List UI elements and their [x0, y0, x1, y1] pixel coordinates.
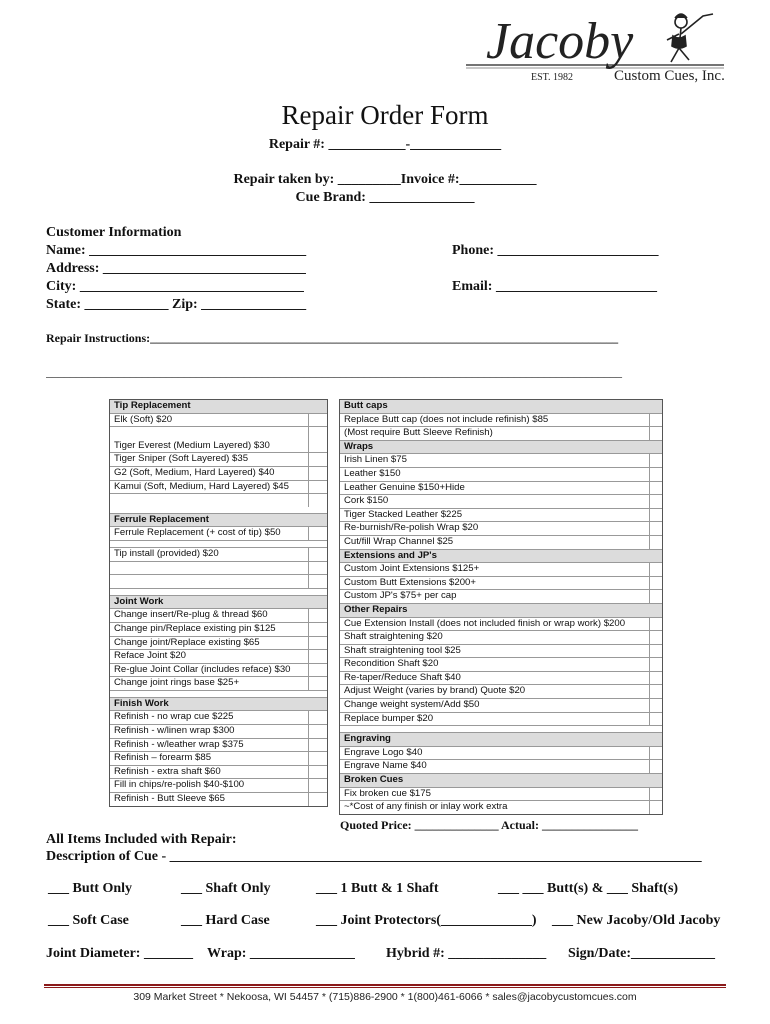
shaft-only-check[interactable]: ___ Shaft Only [181, 881, 271, 896]
item-checkbox[interactable] [308, 779, 327, 792]
right-item [340, 482, 662, 496]
right-item [340, 522, 662, 536]
item-label: Reface Joint $20 [114, 650, 186, 662]
item-checkbox[interactable] [308, 575, 327, 588]
item-checkbox[interactable] [308, 414, 327, 427]
right-section-header [340, 550, 662, 564]
item-checkbox[interactable] [308, 623, 327, 636]
phone-field[interactable]: Phone: _______________________ [452, 243, 659, 258]
item-label: Recondition Shaft $20 [344, 658, 439, 670]
left-item [110, 414, 327, 428]
item-checkbox[interactable] [308, 494, 327, 507]
right-item [340, 699, 662, 713]
right-item [340, 468, 662, 482]
item-checkbox[interactable] [649, 482, 662, 495]
item-checkbox[interactable] [649, 536, 662, 549]
item-checkbox[interactable] [308, 609, 327, 622]
left-section-header [110, 596, 327, 610]
left-item [110, 467, 327, 481]
left-item [110, 637, 327, 651]
item-checkbox[interactable] [308, 453, 327, 466]
section-title: Engraving [344, 733, 391, 745]
left-item [110, 650, 327, 664]
hybrid-field[interactable]: Hybrid #: ______________ [386, 946, 547, 961]
name-field[interactable]: Name: _______________________________ [46, 243, 307, 258]
item-checkbox[interactable] [308, 637, 327, 650]
left-spacer [110, 541, 327, 548]
item-label: Irish Linen $75 [344, 454, 407, 466]
item-checkbox[interactable] [649, 468, 662, 481]
item-checkbox[interactable] [308, 548, 327, 561]
left-section-header [110, 698, 327, 712]
item-checkbox[interactable] [649, 522, 662, 535]
logo-company: Custom Cues, Inc. [614, 68, 725, 84]
item-label: Custom Joint Extensions $125+ [344, 563, 480, 575]
section-title: Butt caps [344, 400, 388, 411]
sign-date-field[interactable]: Sign/Date:____________ [568, 946, 715, 961]
left-item [110, 481, 327, 495]
item-checkbox[interactable] [649, 577, 662, 590]
butts-shafts-count-check[interactable]: ___ ___ Butt(s) & ___ Shaft(s) [498, 881, 679, 896]
right-item [340, 454, 662, 468]
new-old-jacoby-check[interactable]: ___ New Jacoby/Old Jacoby [552, 913, 721, 928]
left-item [110, 440, 327, 454]
right-item [340, 645, 662, 659]
item-checkbox[interactable] [308, 711, 327, 724]
right-item [340, 563, 662, 577]
left-item [110, 527, 327, 541]
right-item [340, 713, 662, 727]
item-label: Tiger Sniper (Soft Layered) $35 [114, 453, 249, 465]
item-label: Refinish - w/linen wrap $300 [114, 725, 235, 737]
item-checkbox[interactable] [649, 645, 662, 658]
item-label: Elk (Soft) $20 [114, 413, 173, 425]
left-spacer [110, 589, 327, 596]
item-label: Change joint rings base $25+ [114, 677, 240, 689]
left-section-header [110, 514, 327, 528]
right-item [340, 672, 662, 686]
quoted-price-field[interactable]: Quoted Price: ______________ Actual: ________________ [340, 818, 638, 832]
right-item [340, 618, 662, 632]
item-checkbox[interactable] [308, 677, 327, 690]
left-item [110, 793, 327, 806]
item-label: Cut/fill Wrap Channel $25 [344, 535, 454, 547]
address-field[interactable]: Address: _____________________________ [46, 261, 306, 276]
item-checkbox[interactable] [308, 752, 327, 765]
section-title: Tip Replacement [114, 400, 191, 411]
item-checkbox[interactable] [649, 658, 662, 671]
left-item [110, 664, 327, 678]
left-item [110, 453, 327, 467]
joint-diameter-field[interactable]: Joint Diameter: _______ [46, 946, 193, 961]
item-checkbox[interactable] [308, 766, 327, 779]
left-item [110, 725, 327, 739]
item-label: Tiger Everest (Medium Layered) $30 [114, 439, 270, 451]
item-label: Replace Butt cap (does not include refinish) $85 [344, 413, 549, 425]
repair-instructions-field[interactable]: Repair Instructions:______________________________________________________________________________ [46, 331, 619, 345]
item-label: Cue Extension Install (does not included finish or wrap work) $200 [344, 617, 626, 629]
item-checkbox[interactable] [649, 563, 662, 576]
item-label: Replace bumper $20 [344, 712, 434, 724]
item-checkbox[interactable] [649, 699, 662, 712]
item-label: Tip install (provided) $20 [114, 547, 219, 559]
right-section-header [340, 441, 662, 455]
item-checkbox[interactable] [649, 509, 662, 522]
item-checkbox[interactable] [308, 427, 327, 440]
email-field[interactable]: Email: _______________________ [452, 279, 657, 294]
wrap-field[interactable]: Wrap: _______________ [207, 946, 355, 961]
item-label: Tiger Stacked Leather $225 [344, 508, 463, 520]
right-services-table [339, 399, 663, 815]
cue-description-field[interactable]: Description of Cue - ____________________________________________________________________________ [46, 849, 702, 864]
item-label: Change insert/Re-plug & thread $60 [114, 609, 268, 621]
section-title: Ferrule Replacement [114, 513, 209, 525]
left-spacer [110, 691, 327, 698]
repair-instructions-extra-line[interactable]: ________________________________________________________________________________________________ [46, 365, 622, 379]
section-title: Other Repairs [344, 603, 408, 615]
item-label: Custom Butt Extensions $200+ [344, 576, 476, 588]
item-checkbox[interactable] [308, 725, 327, 738]
section-title: Joint Work [114, 595, 164, 607]
item-checkbox[interactable] [308, 440, 327, 453]
item-checkbox[interactable] [649, 713, 662, 726]
left-item [110, 609, 327, 623]
logo-script-name: Jacoby [486, 13, 634, 70]
right-item [340, 801, 662, 814]
right-section-header [340, 733, 662, 747]
left-item [110, 575, 327, 589]
right-spacer [340, 726, 662, 733]
item-label: Adjust Weight (varies by brand) Quote $20 [344, 685, 526, 697]
item-checkbox[interactable] [308, 739, 327, 752]
right-section-header [340, 774, 662, 788]
hard-case-check[interactable]: ___ Hard Case [181, 913, 270, 928]
repair-taken-by-field[interactable]: Repair taken by: _________Invoice #:___________ [233, 172, 537, 187]
item-checkbox[interactable] [308, 527, 327, 540]
butt-and-shaft-check[interactable]: ___ 1 Butt & 1 Shaft [316, 881, 439, 896]
right-item [340, 495, 662, 509]
logo-est: EST. 1982 [531, 72, 574, 83]
right-item [340, 577, 662, 591]
item-checkbox[interactable] [649, 590, 662, 603]
item-label: Fix broken cue $175 [344, 787, 431, 799]
right-item [340, 414, 662, 428]
customer-info-heading: Customer Information [46, 225, 182, 240]
item-checkbox[interactable] [308, 481, 327, 494]
mascot-icon [667, 14, 713, 62]
item-label: Refinish - w/leather wrap $375 [114, 738, 244, 750]
item-checkbox[interactable] [308, 664, 327, 677]
butt-only-check[interactable]: ___ Butt Only [48, 881, 133, 896]
item-label: Change joint/Replace existing $65 [114, 636, 260, 648]
left-item [110, 779, 327, 793]
item-label: Change weight system/Add $50 [344, 699, 480, 711]
item-checkbox[interactable] [649, 414, 662, 427]
section-title: Finish Work [114, 697, 169, 709]
state-zip-field[interactable]: State: ____________ Zip: _______________ [46, 297, 307, 312]
item-label: Refinish - extra shaft $60 [114, 765, 221, 777]
right-item [340, 509, 662, 523]
section-title: Broken Cues [344, 774, 404, 786]
item-label: G2 (Soft, Medium, Hard Layered) $40 [114, 466, 275, 478]
page-title: Repair Order Form [281, 100, 489, 130]
item-label: Change pin/Replace existing pin $125 [114, 622, 276, 634]
right-item [340, 658, 662, 672]
item-label: Leather $150 [344, 467, 401, 479]
item-checkbox[interactable] [308, 562, 327, 575]
left-item [110, 427, 327, 440]
item-checkbox[interactable] [308, 793, 327, 806]
item-label: Re-burnish/Re-polish Wrap $20 [344, 522, 479, 534]
item-checkbox[interactable] [649, 427, 662, 440]
item-checkbox[interactable] [649, 454, 662, 467]
repair-number-field[interactable]: Repair #: ___________-_____________ [268, 137, 502, 152]
item-label: Cork $150 [344, 495, 389, 507]
section-title: Wraps [344, 440, 374, 452]
right-item [340, 427, 662, 441]
left-item [110, 711, 327, 725]
left-spacer [110, 507, 327, 514]
right-item [340, 747, 662, 761]
item-label: Refinish - Butt Sleeve $65 [114, 793, 225, 805]
right-item [340, 536, 662, 550]
item-checkbox[interactable] [649, 685, 662, 698]
item-checkbox[interactable] [308, 650, 327, 663]
cue-brand-field[interactable]: Cue Brand: _______________ [295, 190, 475, 205]
footer-rule-thin [44, 987, 726, 988]
left-item [110, 766, 327, 780]
right-item [340, 760, 662, 774]
item-checkbox[interactable] [649, 760, 662, 773]
item-checkbox[interactable] [649, 672, 662, 685]
left-section-header [110, 400, 327, 414]
city-field[interactable]: City: ________________________________ [46, 279, 304, 294]
item-label: Re-glue Joint Collar (includes reface) $30 [114, 663, 291, 675]
item-label: Ferrule Replacement (+ cost of tip) $50 [114, 527, 281, 539]
right-item [340, 590, 662, 604]
item-label: Engrave Logo $40 [344, 746, 423, 758]
item-label: Engrave Name $40 [344, 760, 427, 772]
item-label: Refinish – forearm $85 [114, 752, 212, 764]
item-checkbox[interactable] [649, 747, 662, 760]
item-label: (Most require Butt Sleeve Refinish) [344, 427, 493, 439]
item-label: Shaft straightening tool $25 [344, 644, 461, 656]
item-checkbox[interactable] [649, 495, 662, 508]
left-item [110, 623, 327, 637]
left-item [110, 548, 327, 562]
left-item [110, 752, 327, 766]
jacoby-logo [456, 10, 731, 90]
item-checkbox[interactable] [649, 788, 662, 801]
item-label: Leather Genuine $150+Hide [344, 481, 465, 493]
joint-protectors-check[interactable]: ___ Joint Protectors(_____________) [316, 913, 537, 928]
right-section-header [340, 400, 662, 414]
item-label: Refinish - no wrap cue $225 [114, 711, 234, 723]
footer-contact: 309 Market Street * Nekoosa, WI 54457 * (715)886-2900 * 1(800)461-6066 * sales@jacobycustomcues.com [133, 991, 637, 1003]
item-label: Shaft straightening $20 [344, 631, 443, 643]
items-included-heading: All Items Included with Repair: [46, 832, 237, 847]
item-label: Kamui (Soft, Medium, Hard Layered) $45 [114, 480, 289, 492]
soft-case-check[interactable]: ___ Soft Case [48, 913, 129, 928]
left-item [110, 677, 327, 691]
item-label: Fill in chips/re-polish $40-$100 [114, 779, 245, 791]
left-item [110, 739, 327, 753]
right-item [340, 685, 662, 699]
left-services-table [109, 399, 328, 807]
footer-rule [44, 984, 726, 986]
left-item [110, 494, 327, 507]
right-item [340, 788, 662, 802]
right-item [340, 631, 662, 645]
item-label: ~*Cost of any finish or inlay work extra [344, 801, 508, 813]
item-checkbox[interactable] [308, 467, 327, 480]
item-checkbox[interactable] [649, 618, 662, 631]
section-title: Extensions and JP's [344, 549, 437, 561]
item-checkbox[interactable] [649, 631, 662, 644]
item-label: Custom JP's $75+ per cap [344, 590, 457, 602]
item-checkbox[interactable] [649, 801, 662, 814]
right-section-header [340, 604, 662, 618]
left-item [110, 562, 327, 576]
item-label: Re-taper/Reduce Shaft $40 [344, 671, 461, 683]
